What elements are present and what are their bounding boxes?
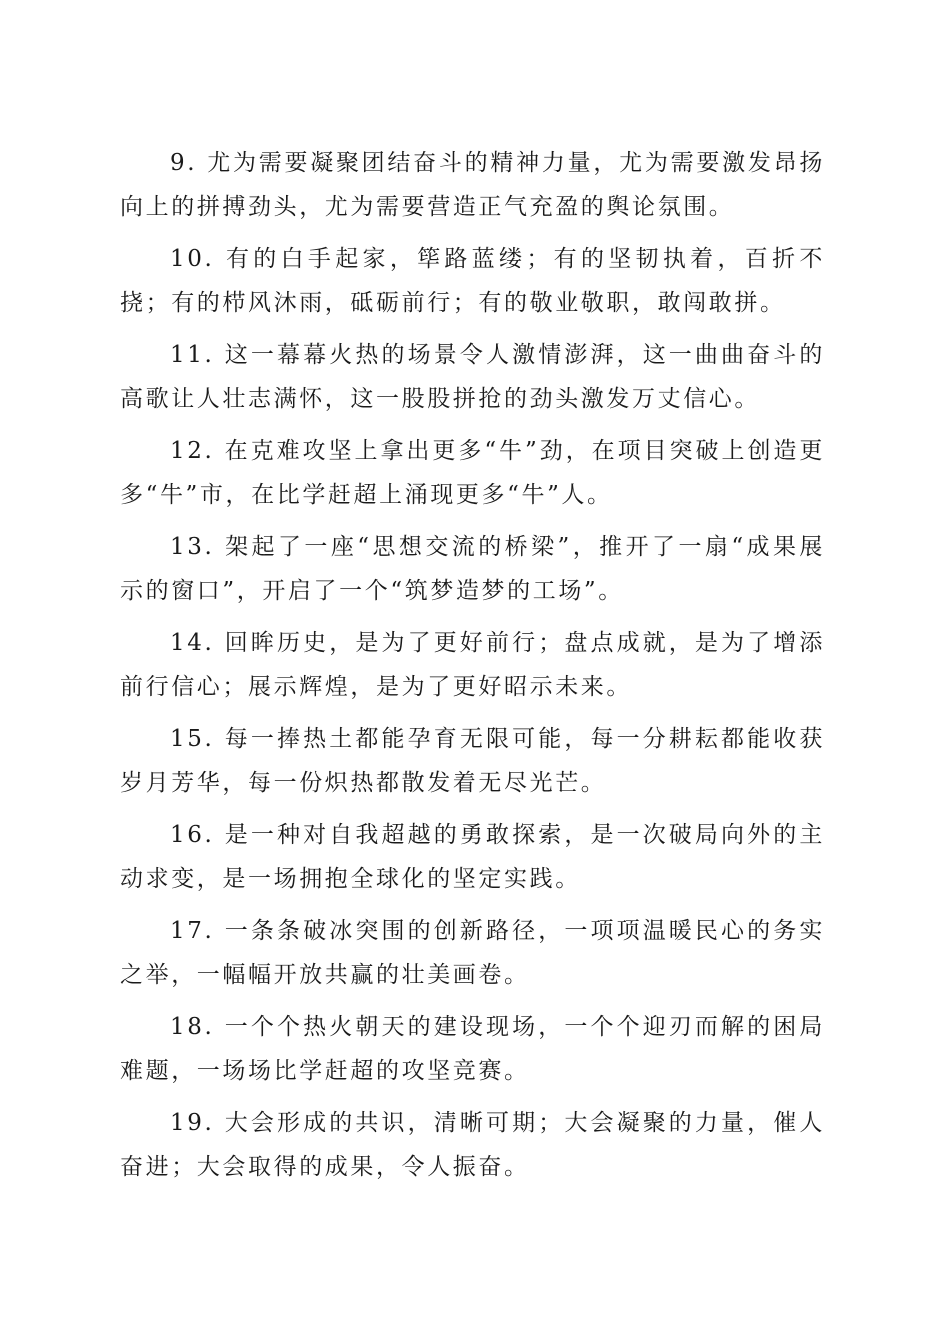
paragraph-13: 13. 架起了一座“思想交流的桥梁”，推开了一扇“成果展示的窗口”，开启了一个“筑梦造梦的工场”。 bbox=[120, 534, 825, 604]
paragraph-9: 9. 尤为需要凝聚团结奋斗的精神力量，尤为需要激发昂扬向上的拼搏劲头，尤为需要营造正气充盈的舆论氛围。 bbox=[120, 150, 825, 220]
paragraph-15: 15. 每一捧热土都能孕育无限可能，每一分耕耘都能收获岁月芳华，每一份炽热都散发着无尽光芒。 bbox=[120, 726, 825, 796]
document-body bbox=[120, 141, 825, 1197]
paragraph-18: 18. 一个个热火朝天的建设现场，一个个迎刃而解的困局难题，一场场比学赶超的攻坚竞赛。 bbox=[120, 1014, 825, 1084]
paragraph-12: 12. 在克难攻坚上拿出更多“牛”劲，在项目突破上创造更多“牛”市，在比学赶超上涌现更多“牛”人。 bbox=[120, 438, 825, 508]
paragraph-16: 16. 是一种对自我超越的勇敢探索，是一次破局向外的主动求变，是一场拥抱全球化的坚定实践。 bbox=[120, 822, 825, 892]
paragraph-10: 10. 有的白手起家，筚路蓝缕；有的坚韧执着，百折不挠；有的栉风沐雨，砥砺前行；有的敬业敬职，敢闯敢拼。 bbox=[120, 246, 825, 316]
paragraph-14: 14. 回眸历史，是为了更好前行；盘点成就，是为了增添前行信心；展示辉煌，是为了更好昭示未来。 bbox=[120, 630, 825, 700]
paragraph-11: 11. 这一幕幕火热的场景令人激情澎湃，这一曲曲奋斗的高歌让人壮志满怀，这一股股拼抢的劲头激发万丈信心。 bbox=[120, 342, 825, 412]
paragraph-19: 19. 大会形成的共识，清晰可期；大会凝聚的力量，催人奋进；大会取得的成果，令人振奋。 bbox=[120, 1110, 825, 1180]
paragraph-17: 17. 一条条破冰突围的创新路径，一项项温暖民心的务实之举，一幅幅开放共赢的壮美画卷。 bbox=[120, 918, 825, 988]
